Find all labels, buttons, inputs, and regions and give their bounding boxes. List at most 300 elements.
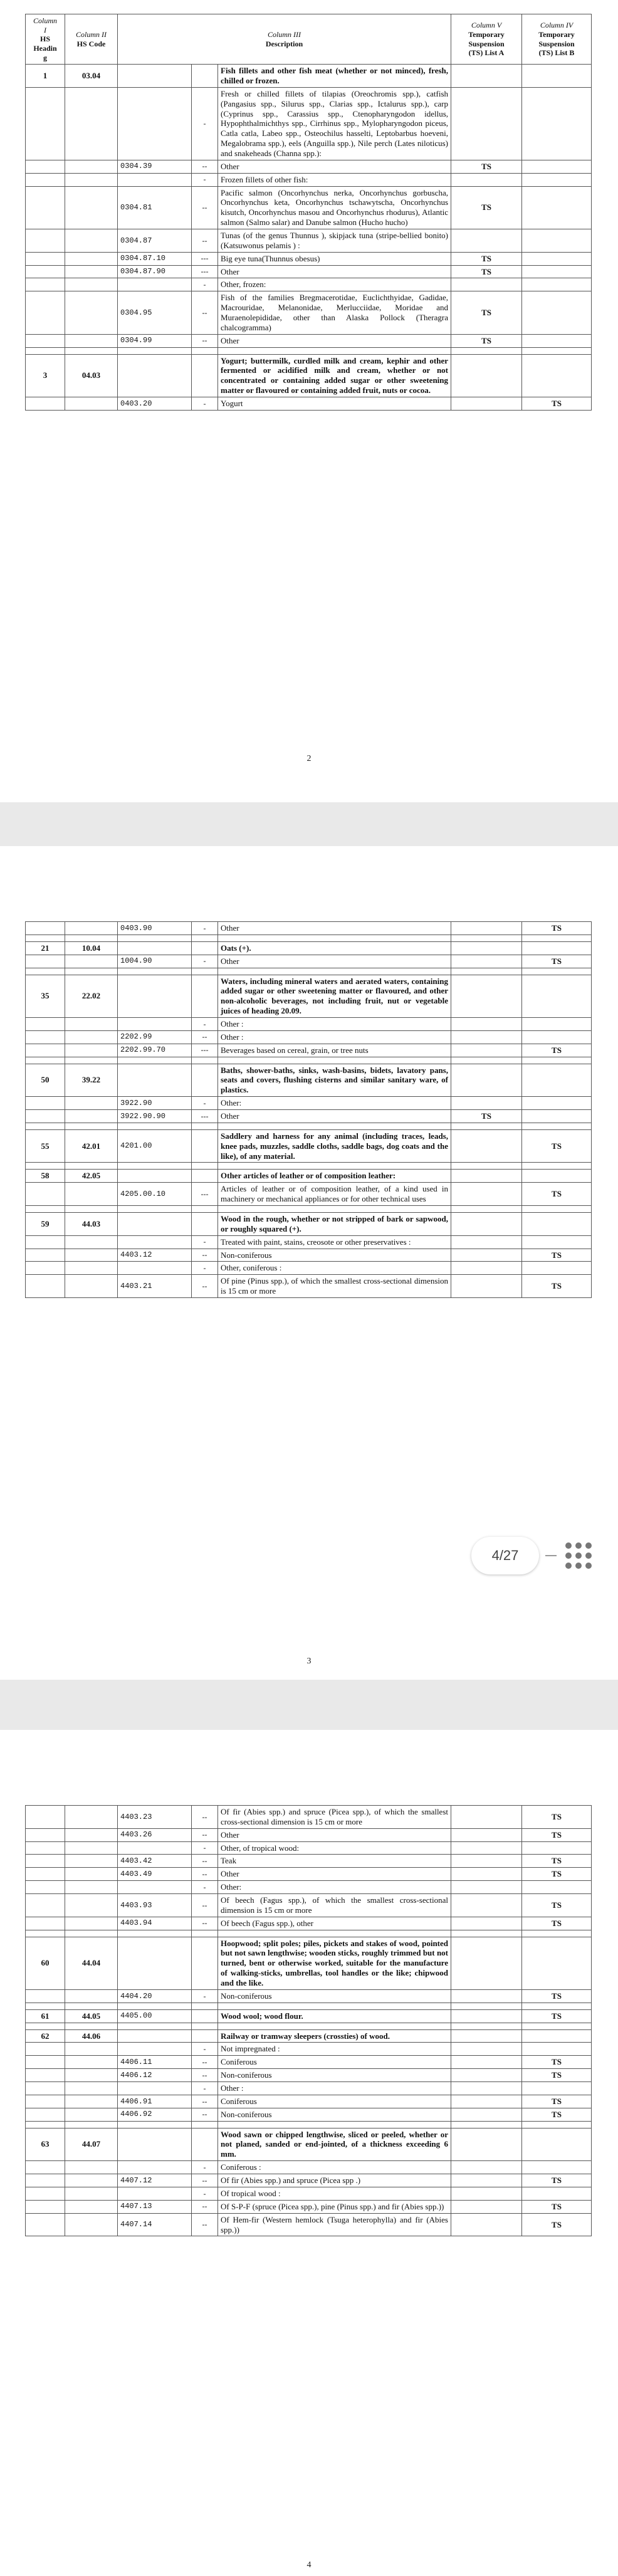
serial-number-cell: 21	[26, 941, 65, 955]
spacer-cell	[65, 1057, 118, 1064]
list-b-cell: TS	[522, 2095, 592, 2108]
hs-heading-cell: 04.03	[65, 354, 118, 397]
hs-code-cell	[118, 2082, 192, 2095]
description-cell: Coniferous :	[218, 2161, 451, 2174]
hs-code-cell: 4404.20	[118, 1989, 192, 2003]
spacer-cell	[218, 1123, 451, 1129]
serial-number-cell	[26, 1110, 65, 1123]
hs-heading-cell	[65, 1917, 118, 1930]
hs-code-cell	[118, 941, 192, 955]
serial-number-cell	[26, 2082, 65, 2095]
list-b-cell	[522, 1213, 592, 1236]
table-row	[26, 1110, 592, 1123]
hs-heading-cell	[65, 2056, 118, 2069]
list-a-cell	[451, 1855, 522, 1868]
list-b-cell: TS	[522, 1828, 592, 1841]
indent-dash-cell: --	[192, 2095, 218, 2108]
description-cell: Waters, including mineral waters and aerated waters, containing added sugar or other sweetening matter or flavoured, and other non-alcoholic beverages, not including fruit, nut or vegetable juices of heading 20.09.	[218, 975, 451, 1017]
list-a-cell	[451, 1841, 522, 1855]
indent-dash-cell	[192, 975, 218, 1017]
description-cell: Other:	[218, 1097, 451, 1110]
serial-number-cell	[26, 229, 65, 253]
serial-number-cell	[26, 922, 65, 935]
spacer-cell	[65, 2023, 118, 2029]
spacer-cell	[26, 1930, 65, 1937]
hs-heading-cell	[65, 2108, 118, 2121]
indent-dash-cell: --	[192, 1030, 218, 1044]
list-a-cell	[451, 1937, 522, 1989]
spacer-row	[26, 1163, 592, 1170]
serial-number-cell	[26, 1806, 65, 1829]
serial-number-cell	[26, 87, 65, 160]
spacer-cell	[26, 2121, 65, 2128]
list-a-cell	[451, 2200, 522, 2213]
indent-dash-cell	[192, 2009, 218, 2023]
heading-row	[26, 1937, 592, 1989]
table-row	[26, 1262, 592, 1275]
serial-number-cell	[26, 2069, 65, 2082]
serial-number-cell	[26, 1841, 65, 1855]
list-a-cell: TS	[451, 160, 522, 173]
table-row	[26, 397, 592, 411]
hs-code-cell	[118, 1170, 192, 1183]
serial-number-cell: 63	[26, 2128, 65, 2161]
table-row	[26, 2095, 592, 2108]
spacer-cell	[65, 2003, 118, 2009]
spacer-cell	[26, 1206, 65, 1213]
description-cell: Of fir (Abies spp.) and spruce (Picea spp .)	[218, 2174, 451, 2187]
hs-code-cell: 4403.42	[118, 1855, 192, 1868]
hs-code-cell	[118, 1018, 192, 1031]
serial-number-cell	[26, 1868, 65, 1881]
hs-heading-cell	[65, 1262, 118, 1275]
spacer-cell	[451, 1206, 522, 1213]
description-cell: Wood wool; wood flour.	[218, 2009, 451, 2023]
indent-dash-cell: -	[192, 1841, 218, 1855]
indent-dash-cell	[192, 1170, 218, 1183]
description-cell: Railway or tramway sleepers (crossties) of wood.	[218, 2029, 451, 2043]
description-cell: Fresh or chilled fillets of tilapias (Oreochromis spp.), catfish (Pangasius spp., Silurus spp., Clarias spp., Ictalurus spp.), carp (Cyprinus spp., Carassius spp., Ctenopharyngodon idellus, Hypophthalmichthys spp., Cirrhinus spp., Mylopharyngodon piceus, Catla catla, Labeo spp., Osteochilus hasselti, Leptobarbus hoeveni, Megalobrama spp.), eels (Anguilla spp.), Nile perch (Lates niloticus) and snakeheads (Channa spp.):	[218, 87, 451, 160]
list-a-cell	[451, 2056, 522, 2069]
table-row	[26, 291, 592, 334]
description-cell: Wood in the rough, whether or not stripped of bark or sapwood, or roughly squared (+).	[218, 1213, 451, 1236]
description-cell: Coniferous	[218, 2056, 451, 2069]
indent-dash-cell: --	[192, 2056, 218, 2069]
document-page-2	[0, 0, 618, 802]
tariff-table-page-3	[25, 921, 592, 1298]
hs-code-cell: 4406.92	[118, 2108, 192, 2121]
description-cell: Other:	[218, 1881, 451, 1894]
hs-code-cell: 0304.87.90	[118, 265, 192, 278]
table-row	[26, 265, 592, 278]
hs-heading-cell: 44.05	[65, 2009, 118, 2023]
table-row	[26, 1018, 592, 1031]
description-cell: Of pine (Pinus spp.), of which the smallest cross-sectional dimension is 15 cm or more	[218, 1275, 451, 1298]
hs-heading-cell: 44.03	[65, 1213, 118, 1236]
hs-code-cell: 4205.00.10	[118, 1183, 192, 1206]
list-b-cell	[522, 160, 592, 173]
spacer-cell	[118, 347, 192, 354]
spacer-cell	[451, 1123, 522, 1129]
list-a-cell	[451, 1213, 522, 1236]
hs-heading-cell	[65, 1183, 118, 1206]
description-cell: Of Hem-fir (Western hemlock (Tsuga heterophylla) and fir (Abies spp.))	[218, 2213, 451, 2236]
serial-number-cell	[26, 955, 65, 968]
indent-dash-cell: --	[192, 291, 218, 334]
spacer-cell	[192, 2023, 218, 2029]
spacer-cell	[218, 1206, 451, 1213]
page-indicator[interactable]: 4/27	[471, 1537, 539, 1574]
hs-code-cell: 4406.91	[118, 2095, 192, 2108]
serial-number-cell	[26, 1235, 65, 1249]
spacer-cell	[451, 2023, 522, 2029]
hs-code-cell	[118, 2043, 192, 2056]
spacer-cell	[118, 935, 192, 941]
table-row	[26, 2187, 592, 2200]
list-a-cell	[451, 1183, 522, 1206]
serial-number-cell	[26, 1855, 65, 1868]
indent-dash-cell	[192, 1129, 218, 1163]
spacer-cell	[218, 347, 451, 354]
description-cell: Other :	[218, 1018, 451, 1031]
indent-dash-cell	[192, 1064, 218, 1097]
spacer-cell	[192, 2121, 218, 2128]
hs-heading-cell	[65, 87, 118, 160]
serial-number-cell	[26, 1097, 65, 1110]
serial-number-cell: 50	[26, 1064, 65, 1097]
spacer-cell	[451, 1163, 522, 1170]
serial-number-cell	[26, 2213, 65, 2236]
list-a-cell	[451, 65, 522, 88]
indent-dash-cell: --	[192, 1806, 218, 1829]
list-b-cell	[522, 2029, 592, 2043]
description-cell: Pacific salmon (Oncorhynchus nerka, Oncorhynchus gorbuscha, Oncorhynchus keta, Oncorhynchus tschawytscha, Oncorhynchus kisutch, Oncorhynchus masou and Oncorhynchus rhodurus), Atlantic salmon (Salmo salar) and Danube salmon (Hucho hucho)	[218, 186, 451, 229]
list-b-cell	[522, 1064, 592, 1097]
spacer-cell	[65, 347, 118, 354]
spacer-cell	[192, 968, 218, 975]
hs-code-cell	[118, 2128, 192, 2161]
spacer-cell	[522, 2003, 592, 2009]
hs-heading-cell	[65, 1044, 118, 1057]
list-b-cell	[522, 1262, 592, 1275]
page-number: 3	[306, 1657, 312, 1666]
spacer-cell	[192, 2003, 218, 2009]
indent-dash-cell	[192, 354, 218, 397]
serial-number-cell: 59	[26, 1213, 65, 1236]
list-b-cell	[522, 1097, 592, 1110]
hs-heading-cell: 44.07	[65, 2128, 118, 2161]
hs-heading-cell	[65, 2200, 118, 2213]
table-row	[26, 334, 592, 347]
list-b-cell: TS	[522, 2200, 592, 2213]
hs-code-cell	[118, 975, 192, 1017]
heading-row	[26, 1064, 592, 1097]
list-b-cell	[522, 354, 592, 397]
description-cell: Treated with paint, stains, creosote or other preservatives :	[218, 1235, 451, 1249]
hs-heading-cell	[65, 1806, 118, 1829]
spacer-cell	[118, 1123, 192, 1129]
spacer-cell	[26, 2003, 65, 2009]
table-row	[26, 922, 592, 935]
list-a-cell	[451, 229, 522, 253]
table-row	[26, 2043, 592, 2056]
list-b-cell: TS	[522, 397, 592, 411]
hs-heading-cell	[65, 1828, 118, 1841]
list-b-cell	[522, 229, 592, 253]
list-a-cell	[451, 1894, 522, 1917]
list-a-cell	[451, 2174, 522, 2187]
spacer-cell	[118, 1930, 192, 1937]
list-b-cell	[522, 252, 592, 265]
description-cell: Other :	[218, 2082, 451, 2095]
list-b-cell: TS	[522, 2009, 592, 2023]
hs-code-cell: 0304.95	[118, 291, 192, 334]
header-col-1: Column I HS Headin g	[26, 14, 65, 65]
list-b-cell: TS	[522, 2056, 592, 2069]
hs-code-cell	[118, 1235, 192, 1249]
hs-code-cell: 0304.99	[118, 334, 192, 347]
table-header-row	[26, 14, 592, 65]
page-number: 2	[306, 754, 312, 763]
hs-code-cell: 0304.39	[118, 160, 192, 173]
list-a-cell	[451, 1170, 522, 1183]
hs-heading-cell	[65, 2213, 118, 2236]
table-row	[26, 1855, 592, 1868]
tariff-table-page-2	[25, 14, 592, 411]
list-b-cell	[522, 1018, 592, 1031]
list-b-cell: TS	[522, 1044, 592, 1057]
heading-row	[26, 1170, 592, 1183]
spacer-cell	[26, 2023, 65, 2029]
description-cell: Not impregnated :	[218, 2043, 451, 2056]
list-a-cell: TS	[451, 265, 522, 278]
hs-code-cell	[118, 173, 192, 186]
list-b-cell	[522, 1937, 592, 1989]
list-b-cell: TS	[522, 1249, 592, 1262]
serial-number-cell	[26, 2161, 65, 2174]
spacer-cell	[118, 2121, 192, 2128]
indent-dash-cell: -	[192, 1989, 218, 2003]
description-cell: Non-coniferous	[218, 1249, 451, 1262]
hs-heading-cell: 39.22	[65, 1064, 118, 1097]
indent-dash-cell: -	[192, 1018, 218, 1031]
hs-code-cell	[118, 1262, 192, 1275]
hs-code-cell: 3922.90	[118, 1097, 192, 1110]
serial-number-cell	[26, 2108, 65, 2121]
description-cell: Other	[218, 1868, 451, 1881]
description-cell: Of beech (Fagus spp.), of which the smallest cross-sectional dimension is 15 cm or more	[218, 1894, 451, 1917]
hs-code-cell	[118, 2029, 192, 2043]
spacer-cell	[451, 1930, 522, 1937]
spacer-cell	[218, 2023, 451, 2029]
description-cell: Other	[218, 1828, 451, 1841]
indent-dash-cell: --	[192, 1855, 218, 1868]
spacer-cell	[192, 1057, 218, 1064]
list-a-cell	[451, 1275, 522, 1298]
list-a-cell	[451, 1018, 522, 1031]
indent-dash-cell: -	[192, 87, 218, 160]
table-row	[26, 1828, 592, 1841]
description-cell: Other, frozen:	[218, 278, 451, 291]
hs-heading-cell	[65, 397, 118, 411]
serial-number-cell: 55	[26, 1129, 65, 1163]
indent-dash-cell: --	[192, 2174, 218, 2187]
description-cell: Other	[218, 922, 451, 935]
spacer-cell	[451, 347, 522, 354]
list-a-cell	[451, 1828, 522, 1841]
hs-heading-cell	[65, 1018, 118, 1031]
list-a-cell: TS	[451, 186, 522, 229]
serial-number-cell: 58	[26, 1170, 65, 1183]
table-row	[26, 1806, 592, 1829]
indent-dash-cell	[192, 2029, 218, 2043]
spacer-row	[26, 2023, 592, 2029]
list-a-cell	[451, 2128, 522, 2161]
serial-number-cell	[26, 278, 65, 291]
indent-dash-cell: -	[192, 173, 218, 186]
hs-code-cell: 4407.13	[118, 2200, 192, 2213]
indent-dash-cell: -	[192, 397, 218, 411]
table-row	[26, 186, 592, 229]
spacer-cell	[522, 2023, 592, 2029]
spacer-cell	[192, 347, 218, 354]
indent-dash-cell: -	[192, 955, 218, 968]
table-row	[26, 1989, 592, 2003]
indent-dash-cell: --	[192, 2200, 218, 2213]
list-a-cell	[451, 2108, 522, 2121]
spacer-cell	[65, 1206, 118, 1213]
indent-dash-cell	[192, 1937, 218, 1989]
hs-heading-cell	[65, 291, 118, 334]
table-row	[26, 229, 592, 253]
description-cell: Other	[218, 1110, 451, 1123]
list-b-cell: TS	[522, 2213, 592, 2236]
hs-heading-cell	[65, 1249, 118, 1262]
hs-heading-cell	[65, 252, 118, 265]
description-cell: Frozen fillets of other fish:	[218, 173, 451, 186]
indent-dash-cell: ---	[192, 1110, 218, 1123]
list-b-cell: TS	[522, 1989, 592, 2003]
description-cell: Other articles of leather or of composition leather:	[218, 1170, 451, 1183]
list-a-cell	[451, 397, 522, 411]
spacer-cell	[218, 1057, 451, 1064]
serial-number-cell	[26, 291, 65, 334]
serial-number-cell	[26, 2200, 65, 2213]
hs-code-cell: 4201.00	[118, 1129, 192, 1163]
serial-number-cell	[26, 160, 65, 173]
table-row	[26, 1841, 592, 1855]
spacer-cell	[522, 1057, 592, 1064]
header-col-2: Column II HS Code	[65, 14, 118, 65]
description-cell: Of beech (Fagus spp.), other	[218, 1917, 451, 1930]
description-cell: Other	[218, 955, 451, 968]
indent-dash-cell: --	[192, 2213, 218, 2236]
indent-dash-cell: ---	[192, 265, 218, 278]
spacer-cell	[26, 935, 65, 941]
description-cell: Oats (+).	[218, 941, 451, 955]
hs-code-cell: 0403.90	[118, 922, 192, 935]
list-b-cell	[522, 265, 592, 278]
indent-dash-cell: --	[192, 160, 218, 173]
list-a-cell	[451, 1129, 522, 1163]
description-cell: Other	[218, 160, 451, 173]
description-cell: Hoopwood; split poles; piles, pickets and stakes of wood, pointed but not sawn lengthwise; wooden sticks, roughly trimmed but not turned, bent or otherwise worked, suitable for the manufacture of walking-sticks, umbrellas, tool handles or the like; chipwood and the like.	[218, 1937, 451, 1989]
serial-number-cell: 61	[26, 2009, 65, 2023]
list-b-cell	[522, 291, 592, 334]
hs-code-cell: 0304.87.10	[118, 252, 192, 265]
table-row	[26, 2161, 592, 2174]
hs-heading-cell: 42.05	[65, 1170, 118, 1183]
description-cell: Non-coniferous	[218, 2108, 451, 2121]
hs-code-cell: 3922.90.90	[118, 1110, 192, 1123]
spacer-cell	[522, 347, 592, 354]
description-cell: Of tropical wood :	[218, 2187, 451, 2200]
spacer-cell	[522, 1163, 592, 1170]
hs-heading-cell	[65, 1097, 118, 1110]
list-a-cell	[451, 278, 522, 291]
drag-handle-icon[interactable]	[557, 1537, 600, 1574]
spacer-cell	[522, 1206, 592, 1213]
serial-number-cell	[26, 1917, 65, 1930]
serial-number-cell	[26, 397, 65, 411]
description-cell: Big eye tuna(Thunnus obesus)	[218, 252, 451, 265]
list-a-cell	[451, 1881, 522, 1894]
serial-number-cell: 35	[26, 975, 65, 1017]
table-row	[26, 2108, 592, 2121]
spacer-cell	[118, 1057, 192, 1064]
list-b-cell	[522, 941, 592, 955]
hs-code-cell	[118, 1213, 192, 1236]
list-b-cell: TS	[522, 1917, 592, 1930]
list-a-cell	[451, 354, 522, 397]
spacer-cell	[118, 2003, 192, 2009]
spacer-cell	[65, 935, 118, 941]
indent-dash-cell: -	[192, 2161, 218, 2174]
list-b-cell	[522, 2082, 592, 2095]
hs-heading-cell	[65, 2174, 118, 2187]
list-a-cell	[451, 2082, 522, 2095]
serial-number-cell	[26, 1018, 65, 1031]
list-b-cell	[522, 2161, 592, 2174]
description-cell: Other, of tropical wood:	[218, 1841, 451, 1855]
list-a-cell	[451, 1868, 522, 1881]
list-a-cell	[451, 2161, 522, 2174]
document-page-4	[0, 1730, 618, 2576]
indent-dash-cell: --	[192, 2069, 218, 2082]
table-row	[26, 2213, 592, 2236]
list-a-cell	[451, 1262, 522, 1275]
description-cell: Coniferous	[218, 2095, 451, 2108]
spacer-row	[26, 347, 592, 354]
hs-code-cell: 2202.99.70	[118, 1044, 192, 1057]
list-a-cell	[451, 941, 522, 955]
table-row	[26, 2082, 592, 2095]
hs-code-cell	[118, 278, 192, 291]
description-cell: Teak	[218, 1855, 451, 1868]
hs-code-cell: 2202.99	[118, 1030, 192, 1044]
description-cell: Wood sawn or chipped lengthwise, sliced or peeled, whether or not planed, sanded or end-jointed, of a thickness exceeding 6 mm.	[218, 2128, 451, 2161]
description-cell: Baths, shower-baths, sinks, wash-basins, bidets, lavatory pans, seats and covers, flushing cisterns and similar sanitary ware, of plastics.	[218, 1064, 451, 1097]
hs-code-cell: 4403.12	[118, 1249, 192, 1262]
spacer-row	[26, 1057, 592, 1064]
list-a-cell	[451, 1030, 522, 1044]
table-row	[26, 160, 592, 173]
table-row	[26, 2174, 592, 2187]
hs-code-cell: 0304.87	[118, 229, 192, 253]
indent-dash-cell	[192, 941, 218, 955]
indent-dash-cell: ---	[192, 1183, 218, 1206]
serial-number-cell	[26, 1894, 65, 1917]
